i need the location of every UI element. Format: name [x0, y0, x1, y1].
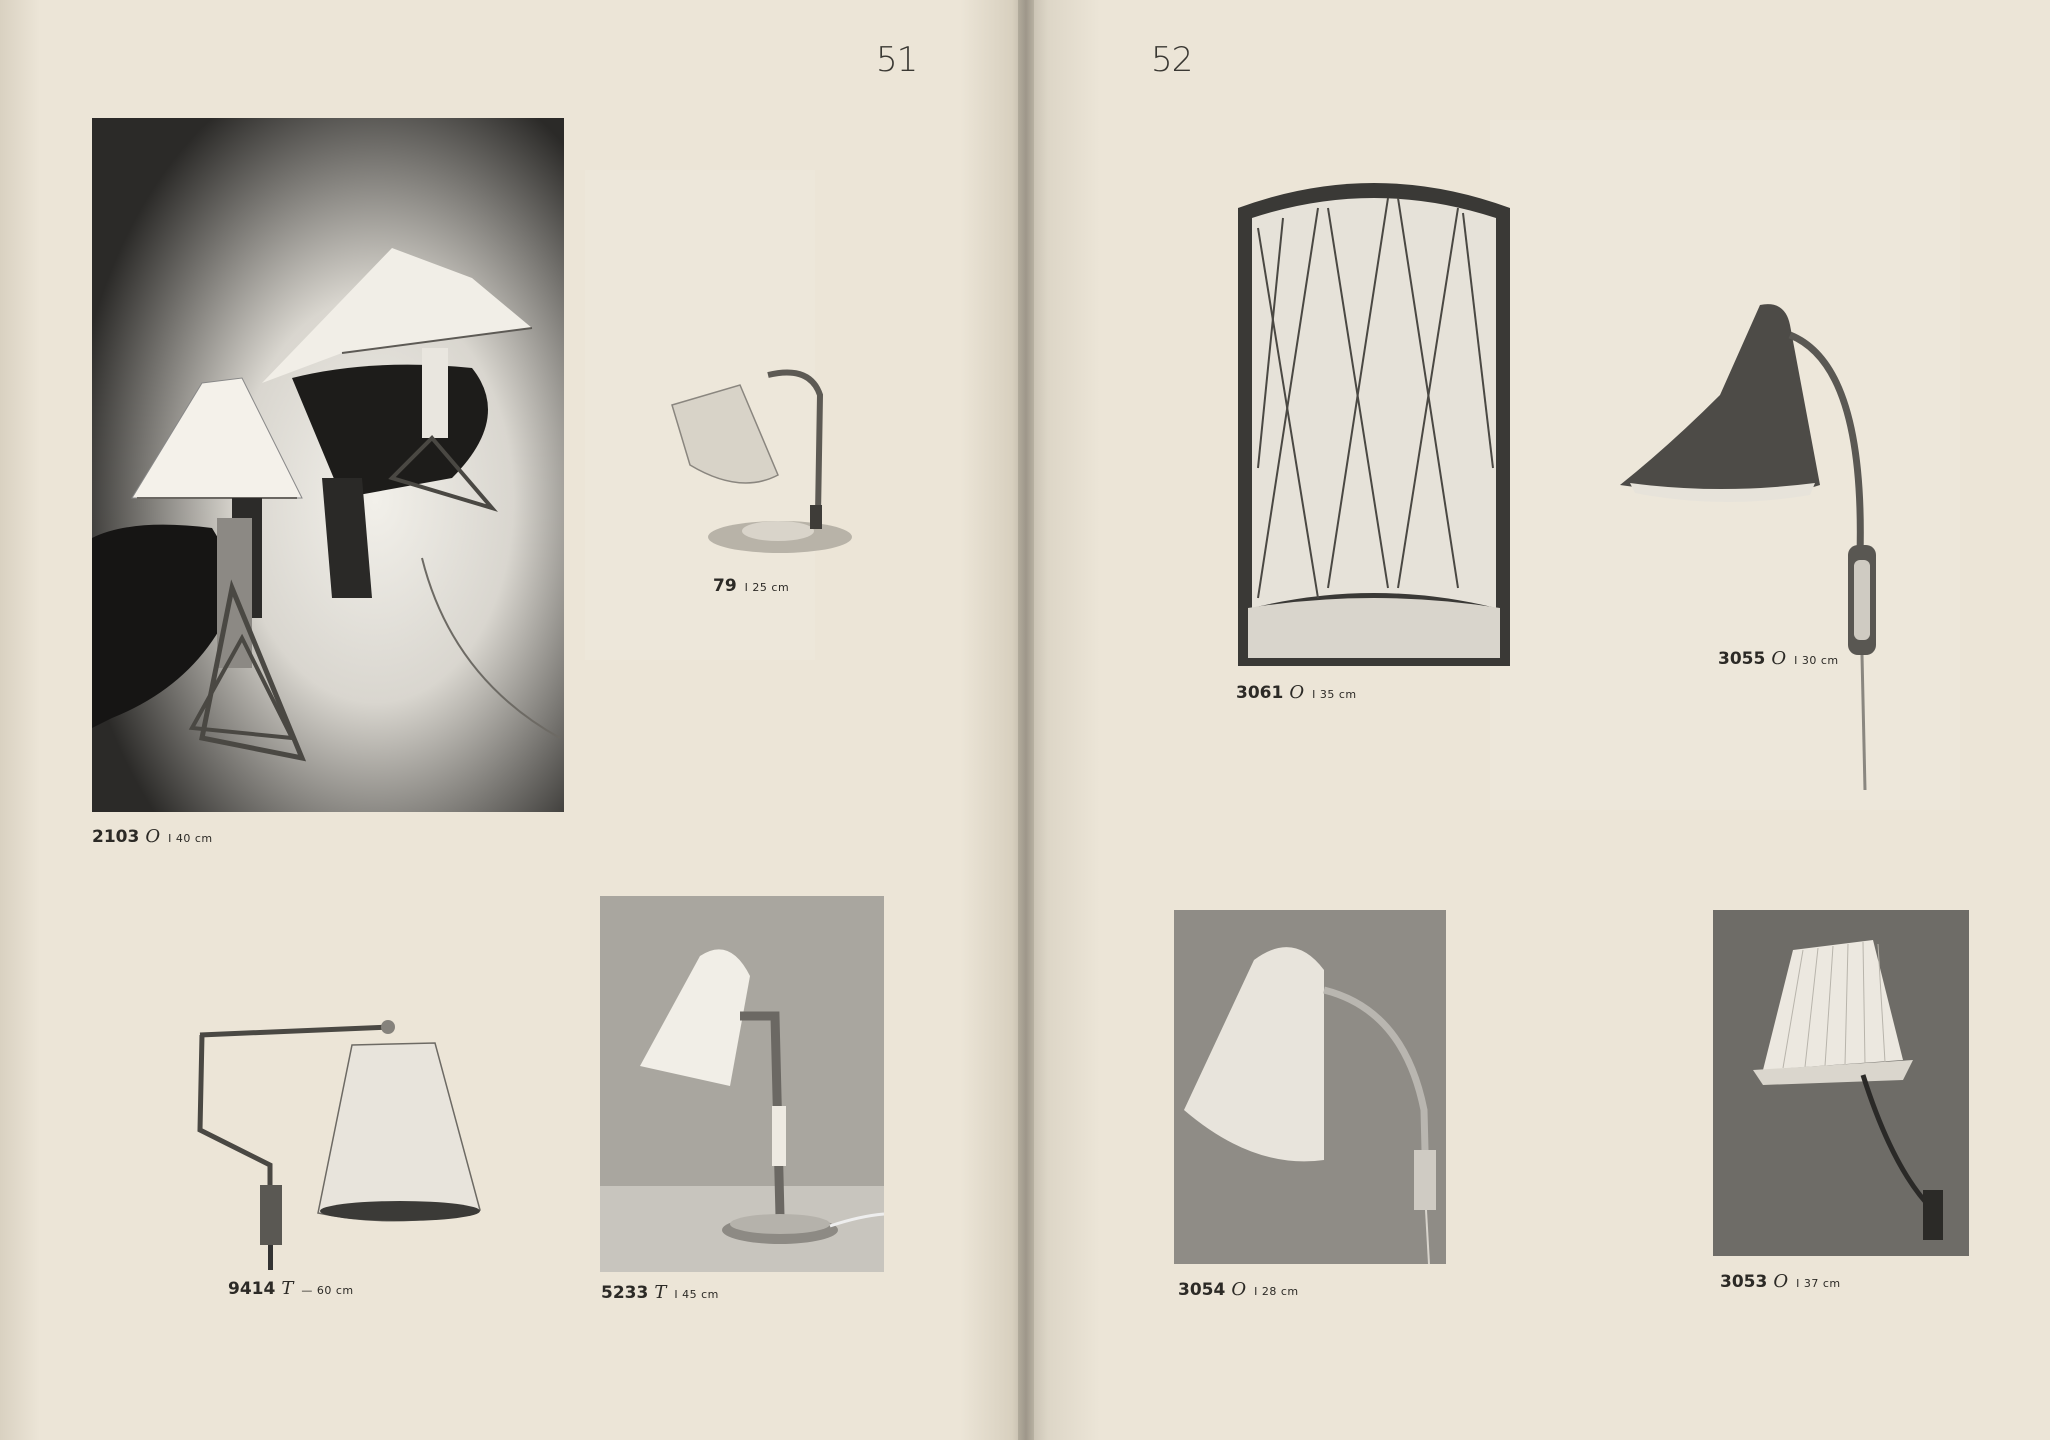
book-gutter — [1018, 0, 1034, 1440]
model-mark: O — [1289, 682, 1305, 703]
model-size: I 45 cm — [674, 1288, 719, 1301]
model-mark: O — [1771, 648, 1787, 669]
model-number: 79 — [713, 576, 737, 596]
caption-79 — [713, 576, 789, 596]
model-number: 3055 — [1718, 649, 1766, 669]
model-mark: O — [145, 826, 161, 847]
model-size: I 35 cm — [1312, 688, 1357, 701]
model-mark: T — [654, 1282, 667, 1303]
model-number: 3053 — [1720, 1272, 1768, 1292]
model-mark: O — [1773, 1271, 1789, 1292]
caption-2103 — [92, 826, 213, 847]
model-number: 3061 — [1236, 683, 1284, 703]
model-mark: O — [1231, 1279, 1247, 1300]
caption-3055 — [1718, 648, 1839, 669]
caption-9414 — [228, 1278, 354, 1299]
photo-lamp-5233 — [600, 896, 884, 1272]
model-size: I 25 cm — [744, 581, 790, 594]
photo-lamp-3054 — [1174, 910, 1446, 1264]
model-number: 9414 — [228, 1279, 276, 1299]
model-number: 3054 — [1178, 1280, 1226, 1300]
model-number: 2103 — [92, 827, 140, 847]
caption-5233 — [601, 1282, 719, 1303]
photo-lamp-79 — [660, 355, 860, 565]
model-size: — 60 cm — [301, 1284, 354, 1297]
caption-3053 — [1720, 1271, 1841, 1292]
page-number-right: 52 — [1151, 40, 1193, 80]
page-number-left: 51 — [876, 40, 918, 80]
model-size: I 40 cm — [168, 832, 213, 845]
caption-3054 — [1178, 1279, 1299, 1300]
model-mark: T — [281, 1278, 294, 1299]
photo-lamp-3061 — [1238, 168, 1510, 666]
caption-3061 — [1236, 682, 1357, 703]
photo-lamp-3055 — [1610, 295, 1940, 795]
photo-lamp-2103 — [92, 118, 564, 812]
model-size: I 30 cm — [1794, 654, 1839, 667]
model-size: I 28 cm — [1254, 1285, 1299, 1298]
photo-lamp-3053 — [1713, 910, 1969, 1256]
photo-lamp-9414 — [190, 1015, 490, 1275]
model-size: I 37 cm — [1796, 1277, 1841, 1290]
model-number: 5233 — [601, 1283, 649, 1303]
